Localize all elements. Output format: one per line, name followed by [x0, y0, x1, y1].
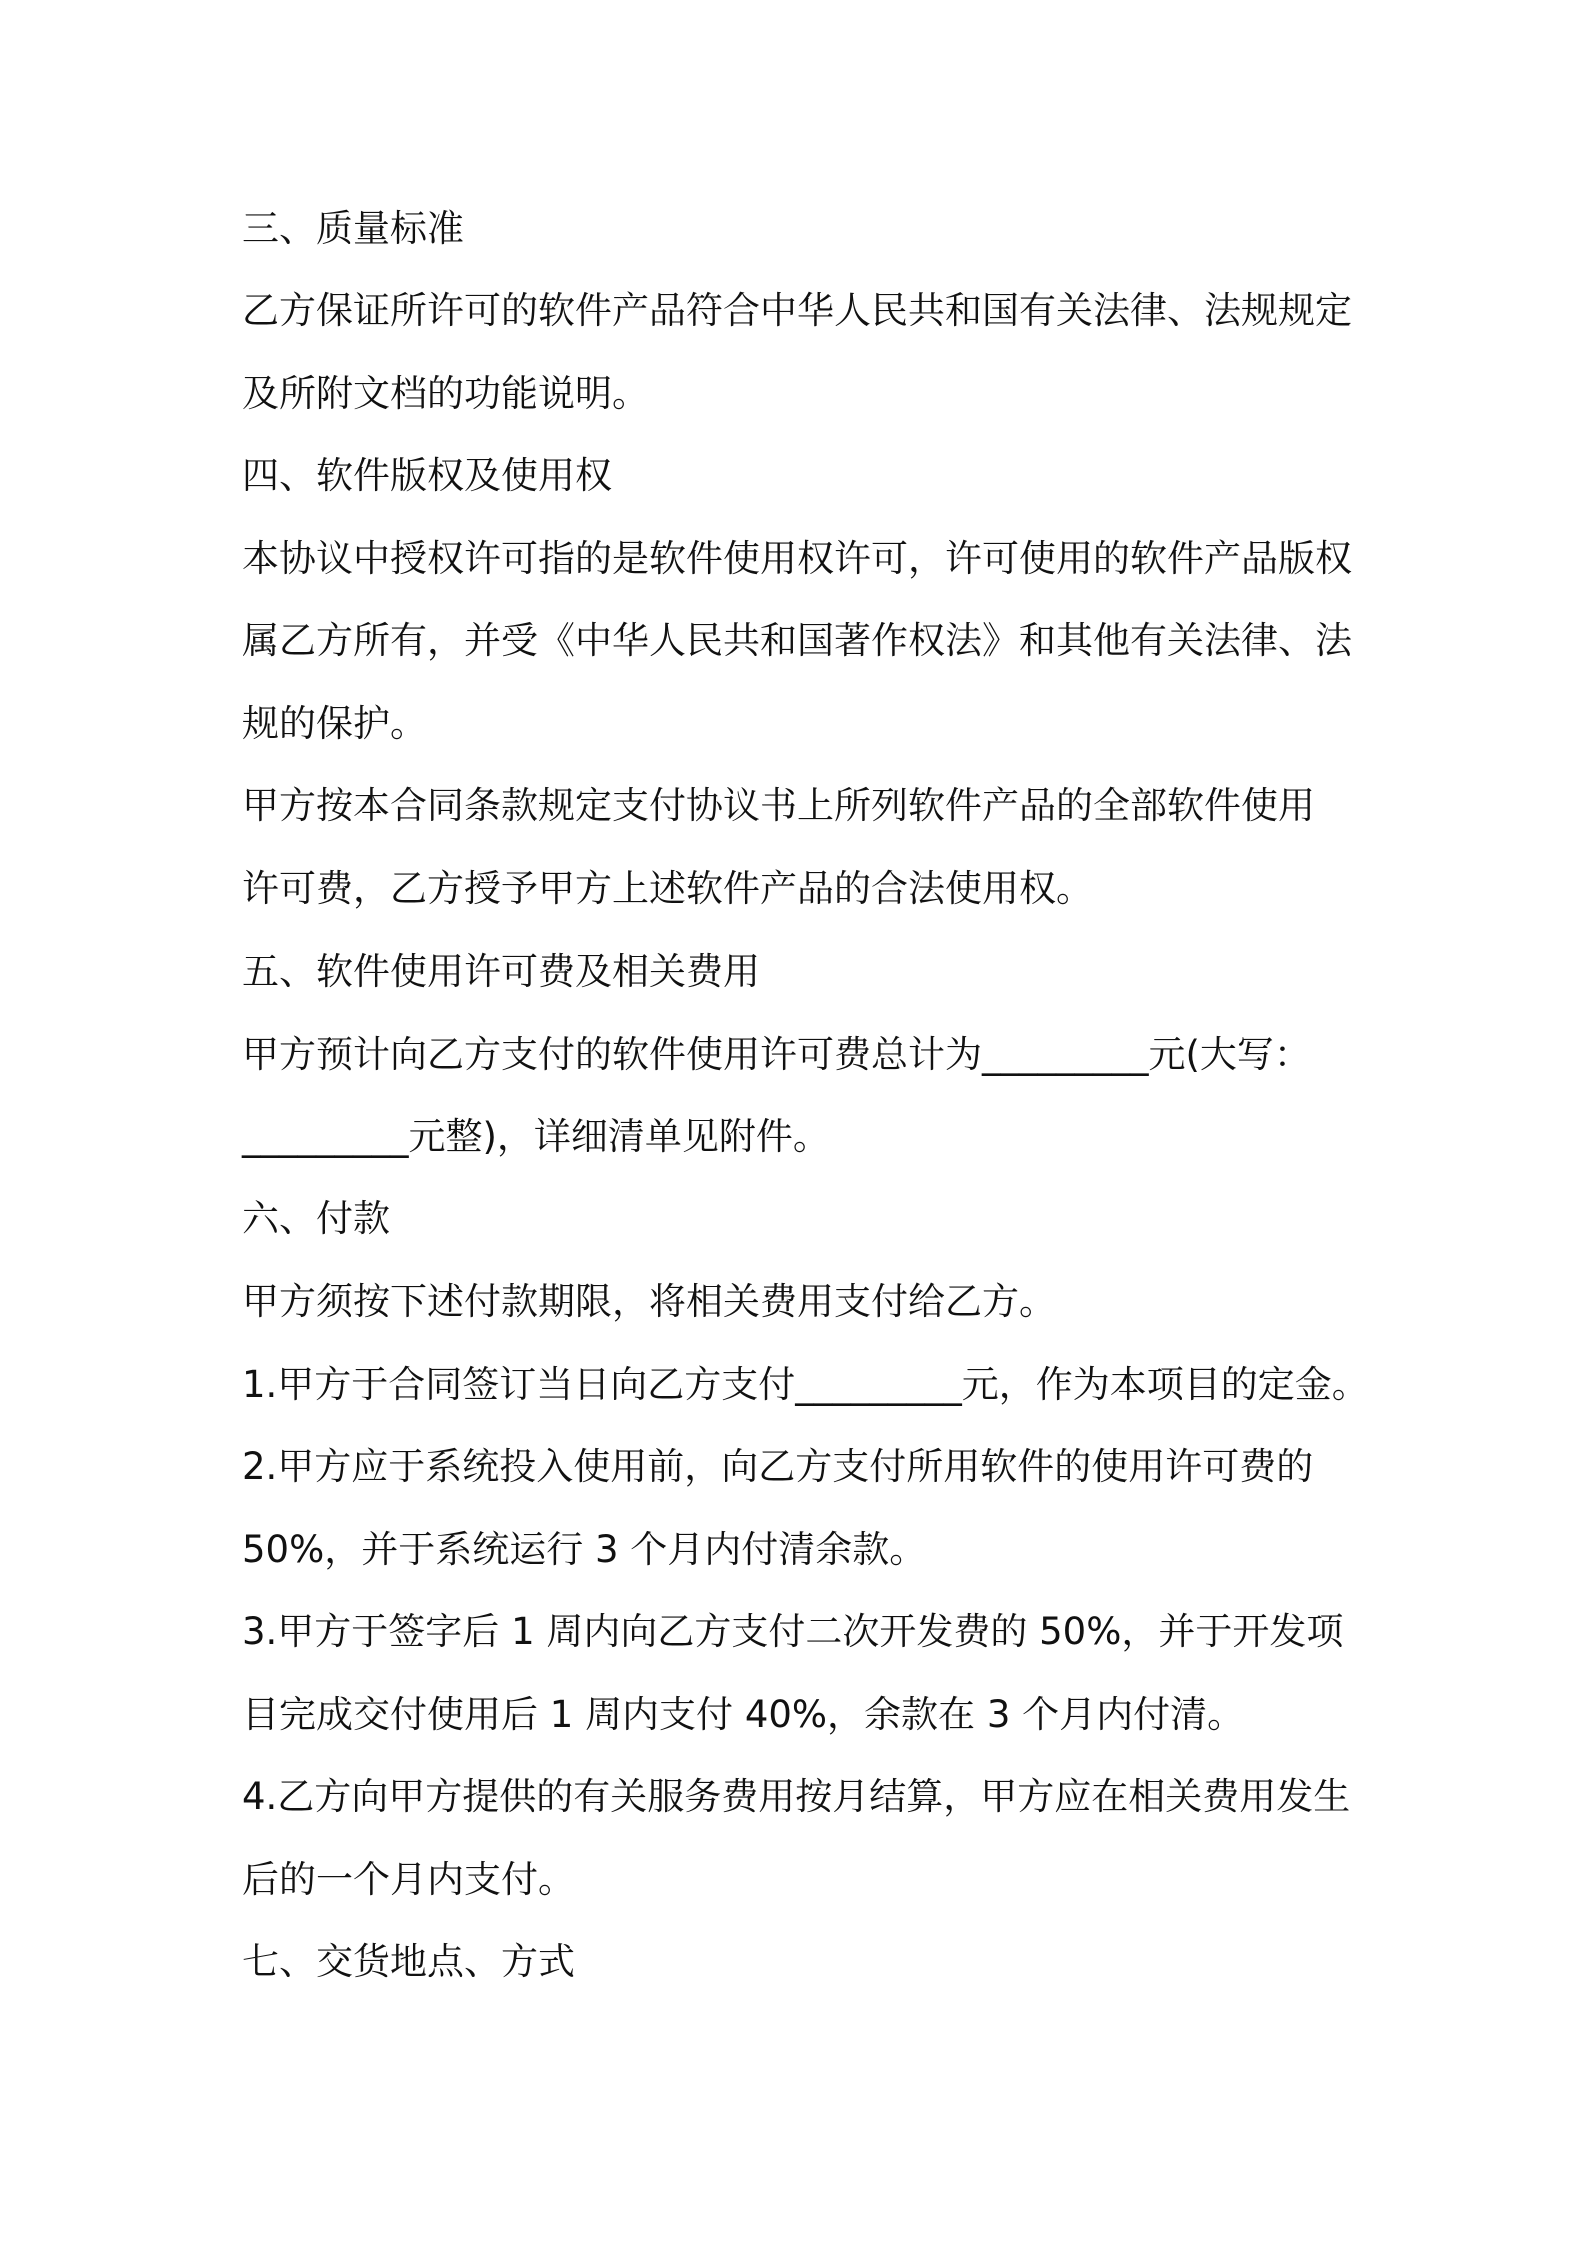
section-heading-delivery: 七、交货地点、方式 — [242, 1940, 575, 1983]
paragraph-line: _________元整)，详细清单见附件。 — [242, 1115, 830, 1158]
payment-item-1: 1.甲方于合同签订当日向乙方支付_________元，作为本项目的定金。 — [242, 1363, 1369, 1406]
payment-item-4: 4.乙方向甲方提供的有关服务费用按月结算，甲方应在相关费用发生 — [242, 1775, 1351, 1818]
paragraph-line: 属乙方所有，并受《中华人民共和国著作权法》和其他有关法律、法 — [242, 619, 1352, 662]
section-heading-payment: 六、付款 — [242, 1197, 390, 1240]
paragraph-line: 及所附文档的功能说明。 — [242, 372, 649, 415]
section-heading-quality-standard: 三、质量标准 — [242, 207, 464, 250]
section-heading-copyright: 四、软件版权及使用权 — [242, 454, 612, 497]
section-heading-license-fees: 五、软件使用许可费及相关费用 — [242, 950, 760, 993]
paragraph-line: 乙方保证所许可的软件产品符合中华人民共和国有关法律、法规规定 — [242, 289, 1352, 332]
paragraph-line: 甲方须按下述付款期限，将相关费用支付给乙方。 — [242, 1280, 1056, 1323]
paragraph-line: 甲方预计向乙方支付的软件使用许可费总计为_________元(大写： — [242, 1033, 1311, 1076]
paragraph-line: 50%，并于系统运行 3 个月内付清余款。 — [242, 1528, 927, 1571]
paragraph-line: 许可费，乙方授予甲方上述软件产品的合法使用权。 — [242, 867, 1093, 910]
paragraph-line: 目完成交付使用后 1 周内支付 40%，余款在 3 个月内付清。 — [242, 1693, 1245, 1736]
paragraph-line: 规的保护。 — [242, 702, 427, 745]
paragraph-line: 后的一个月内支付。 — [242, 1858, 575, 1901]
paragraph-line: 本协议中授权许可指的是软件使用权许可，许可使用的软件产品版权 — [242, 537, 1352, 580]
payment-item-2: 2.甲方应于系统投入使用前，向乙方支付所用软件的使用许可费的 — [242, 1445, 1314, 1488]
payment-item-3: 3.甲方于签字后 1 周内向乙方支付二次开发费的 50%，并于开发项 — [242, 1610, 1344, 1653]
paragraph-line: 甲方按本合同条款规定支付协议书上所列软件产品的全部软件使用 — [242, 784, 1315, 827]
